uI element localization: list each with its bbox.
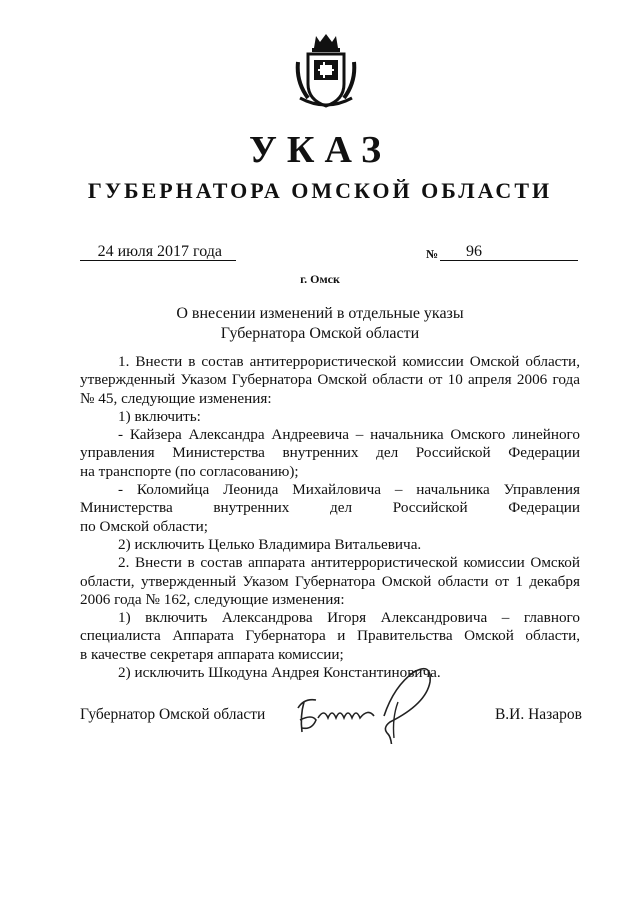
body-line: управления Министерства внутренних дел Российской Федерации [80, 444, 580, 462]
body-line: - Кайзера Александра Андреевича – начальника Омского линейного [118, 426, 580, 444]
document-number: 96 [440, 244, 578, 261]
number-label: № [426, 247, 439, 261]
signatory-position: Губернатор Омской области [80, 706, 266, 723]
body-line: по Омской области; [80, 517, 208, 535]
body-line: Министерства внутренних дел Российской Федерации [80, 499, 580, 517]
body-line: области, утвержденный Указом Губернатора Омской области от 1 декабря [80, 572, 580, 590]
document-heading [120, 304, 520, 344]
heading-line: Губернатора Омской области [220, 325, 420, 342]
body-line: на транспорте (по согласованию); [80, 462, 299, 480]
document-title: УКАЗ [249, 129, 391, 171]
signatory-name: В.И. Назаров [494, 706, 582, 723]
body-line: № 45, следующие изменения: [80, 389, 272, 407]
body-line: специалиста Аппарата Губернатора и Правительства Омской области, [80, 627, 580, 645]
body-line: 2) исключить Шкодуна Андрея Константиновича. [118, 664, 441, 682]
document-subtitle: ГУБЕРНАТОРА ОМСКОЙ ОБЛАСТИ [87, 178, 553, 203]
body-line: 2) исключить Целько Владимира Витальевича. [118, 535, 422, 553]
heading-line: О внесении изменений в отдельные указы [176, 305, 464, 322]
coat-of-arms-emblem [294, 32, 358, 110]
body-line: 2006 года № 162, следующие изменения: [80, 590, 345, 608]
body-line: 1) включить Александрова Игоря Александровича – главного [118, 609, 580, 627]
body-line: 1. Внести в состав антитеррористической комиссии Омской области, [118, 353, 580, 370]
body-line: в качестве секретаря аппарата комиссии; [80, 645, 344, 663]
body-line: 1) включить: [118, 407, 201, 425]
body-line: - Коломийца Леонида Михайловича – начальника Управления [118, 481, 580, 499]
document-body [80, 353, 580, 682]
document-date: 24 июля 2017 года [80, 244, 236, 261]
handwritten-signature [288, 662, 448, 744]
body-line: 2. Внести в состав аппарата антитеррористической комиссии Омской [118, 554, 580, 572]
body-line: утвержденный Указом Губернатора Омской области от 10 апреля 2006 года [80, 371, 580, 389]
document-city: г. Омск [300, 272, 340, 286]
